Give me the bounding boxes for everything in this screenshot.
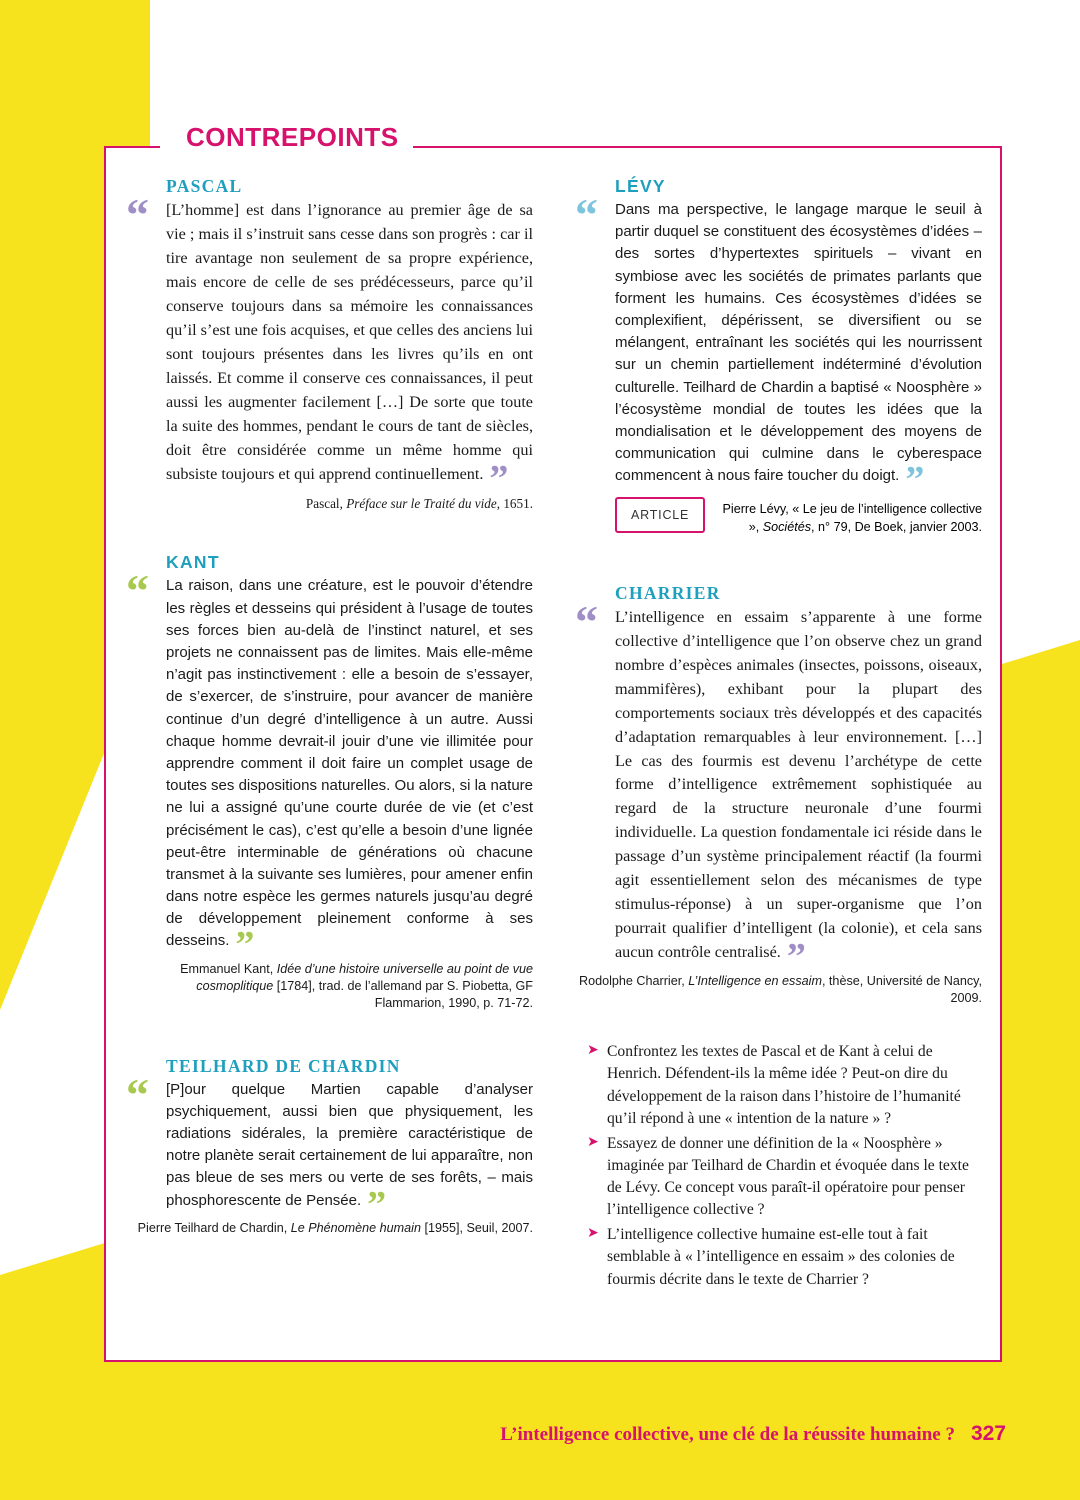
source-suffix: , n° 79, De Boek, janvier 2003.	[811, 520, 982, 535]
quote-author-charrier: CHARRIER	[615, 582, 721, 603]
source-suffix: [1784], trad. de l’allemand par S. Piobetta, GF Flammarion, 1990, p. 71-72.	[273, 978, 533, 1010]
quote-source-kant	[126, 961, 533, 1012]
question-text: Confrontez les textes de Pascal et de Kant à celui de Henrich. Défendent-ils la même idée ? Peut-on dire du développement de la raison dans l’histoire de l’humanité qu’il répond à une « intention de la nature » ?	[607, 1043, 961, 1127]
open-quote-icon: “	[126, 1068, 149, 1120]
quote-text-teilhard: [P]our quelque Martien capable d’analyser psychiquement, aussi bien que physiquement, les radiations sidérales, la première caractéristique de notre planète serait certainement de lui apparaître, non pas bleue de ses mers ou verte de ses forêts, – mais phosphorescente de Pensée. ”	[166, 1080, 533, 1226]
quote-text-charrier-content: L’intelligence en essaim s’apparente à une forme collective d’intelligence que l’on observe chez un grand nombre d’espèces animales (insectes, poissons, oiseaux, mammifères), exhibant pour la plupart des comportements sociaux très développés et des capacités d’adaptation remarquables à leur environnement. […] Le cas des fourmis est devenu l’archétype de cette forme d’intelligence extrêmement sophistiquée au regard de la structure neuronale d’une fourmi individuelle. La question fondamentale ici réside dans le passage d’un système principalement réactif (la fourmi agit essentiellement selon des mécanismes de type stimulus-réponse) à un super-organisme que l’on pourrait qualifier d’intelligent (la colonie), et cela sans aucun contrôle centralisé.	[615, 607, 982, 962]
source-title: Le Phénomène humain	[290, 1220, 421, 1235]
quote-source-charrier	[575, 973, 982, 1007]
quote-author-pascal: PASCAL	[166, 176, 243, 196]
arrow-bullet-icon: ➤	[587, 1043, 599, 1059]
question-item	[587, 1133, 982, 1222]
quote-text-pascal-content: [L’homme] est dans l’ignorance au premier âge de sa vie ; mais il s’instruit sans cesse dans son progrès : car il tire avantage non seulement de sa propre expérience, mais encore de celle de ses prédécesseurs, parce qu’il conserve toujours dans sa mémoire les connaissances qu’il s’est une fois acquises, et que celles des anciens lui sont toujours présentes dans les livres qu’ils en ont laissés. Et comme il conserve ces connaissances, il peut aussi les augmenter facilement […] De sorte que toute la suite des hommes, pendant le cours de tant de siècles, doit être considérée comme un même homme qui subsiste toujours et qui apprend continuellement.	[166, 201, 533, 483]
article-link-button[interactable]	[615, 497, 705, 533]
source-prefix: Emmanuel Kant,	[180, 961, 277, 976]
question-text: Essayez de donner une définition de la « Noosphère » imaginée par Teilhard de Chardin et évoquée dans le texte de Lévy. Ce concept vous paraît-il opératoire pour penser l’intelligence collective ?	[607, 1134, 969, 1219]
quote-text-charrier: L’intelligence en essaim s’apparente à une forme collective d’intelligence que l’on observe chez un grand nombre d’espèces animales (insectes, poissons, oiseaux, mammifères), exhibant pour la plupart des comportements sociaux très développés et des capacités d’adaptation remarquables à leur environnement. […] Le cas des fourmis est devenu l’archétype de cette forme d’intelligence extrêmement sophistiquée au regard de la structure neuronale d’une fourmi individuelle. La question fondamentale ici réside dans le passage d’un système principalement réactif (la fourmi agit essentiellement selon des mécanismes de type stimulus-réponse) à un super-organisme que l’on pourrait qualifier d’intelligent (la colonie), et cela sans aucun contrôle centralisé. ”	[615, 607, 982, 979]
quote-author-levy: LÉVY	[615, 176, 666, 196]
source-prefix: Pierre Lévy, « Le jeu de l’intelligence collective »,	[722, 502, 982, 535]
quote-source-pascal	[126, 495, 533, 513]
source-prefix: Pascal,	[305, 495, 347, 511]
source-suffix: [1955], Seuil, 2007.	[420, 1220, 533, 1235]
source-title: Préface sur le Traité du vide	[346, 495, 497, 511]
quote-text-teilhard-content: [P]our quelque Martien capable d’analyser psychiquement, aussi bien que physiquement, les radiations sidérales, la première caractéristique de notre planète serait certainement de lui apparaître, non pas bleue de ses mers ou verte de ses forêts, – mais phosphorescente de Pensée.	[166, 1080, 533, 1209]
page-title: CONTREPOINTS	[172, 122, 413, 153]
open-quote-icon: “	[575, 189, 598, 240]
quote-text-pascal: [L’homme] est dans l’ignorance au premier âge de sa vie ; mais il s’instruit sans cesse dans son progrès : car il tire avantage non seulement de sa propre expérience, mais encore de celle de ses prédécesseurs, parce qu’il conserve toujours dans sa mémoire les connaissances qu’il s’est une fois acquises, et que celles des anciens lui sont toujours présentes dans les livres qu’ils en ont laissés. Et comme il conserve ces connaissances, il peut aussi les augmenter facilement […] De sorte que toute la suite des hommes, pendant le cours de tant de siècles, doit être considérée comme un même homme qui subsiste toujours et qui apprend continuellement. ”	[166, 201, 533, 500]
quote-block-levy	[575, 176, 982, 537]
right-column	[575, 176, 982, 1294]
questions-list	[587, 1041, 982, 1291]
quote-block-pascal	[126, 176, 533, 512]
quote-text-kant-content: La raison, dans une créature, est le pouvoir d’étendre les règles et desseins qui président à l’usage de toutes ses forces bien au-delà de l’instinct naturel, et ses projets ne connaissent pas de limites. Mais elle-même n’agit pas instinctivement : elle a besoin de s’essayer, de s’exercer, de s’instruire, pour avancer de manière continue d’un degré d’intelligence à un autre. Aussi chaque homme devrait-il jouir d’une vie illimitée pour apprendre comment il doit faire un complet usage de toutes ses dispositions naturelles. Ou alors, si la nature ne lui a assigné qu’une courte durée de vie (et c’est précisément le cas), c’est qu’elle a besoin d’une lignée peut-être interminable de générations où chacune transmet à la suivante ses lumières, pour amener enfin dans notre espèce les germes naturels jusqu’au degré de développement pleinement conforme à ses desseins.	[166, 577, 533, 950]
source-title: Idée d’une histoire universelle au point de vue cosmoplitique	[196, 961, 533, 993]
quote-block-charrier	[575, 583, 982, 1008]
quote-block-kant	[126, 552, 533, 1011]
article-link-label: ARTICLE	[631, 508, 690, 523]
quote-block-teilhard	[126, 1056, 533, 1237]
source-prefix: Pierre Teilhard de Chardin,	[137, 1220, 291, 1235]
question-item	[587, 1224, 982, 1290]
quote-text-levy: Dans ma perspective, le langage marque le seuil à partir duquel se constituent des écosystèmes d’idées – des sortes d’hypertextes spirituels – vivant en symbiose avec les sociétés de primates parlants que forment les humains. Ces écosystèmes d’idées se complexifient, dépérissent, se diversifient ou se mélangent, entraînant les sociétés qui les nourrissent sur un chemin partiellement indéterminé d’évolution culturelle. Teilhard de Chardin a baptisé « Noosphère » l’écosystème mondial de toutes les idées que la mondialisation et le développement des moyens de communication qui culmine dans le cyberespace commencent à nous faire toucher du doigt. ”	[615, 201, 982, 502]
source-suffix: , 1651.	[496, 495, 533, 511]
question-text: L’intelligence collective humaine est-elle tout à fait semblable à « l’intelligence en essaim » des colonies de fourmis décrite dans le texte de Charrier ?	[607, 1226, 955, 1288]
arrow-bullet-icon: ➤	[587, 1134, 599, 1150]
source-title: Sociétés	[762, 520, 812, 535]
quote-source-teilhard	[126, 1220, 533, 1237]
quote-source-levy	[705, 497, 982, 536]
source-suffix: , thèse, Université de Nancy, 2009.	[821, 974, 982, 1006]
source-title: L’Intelligence en essaim	[688, 974, 822, 989]
arrow-bullet-icon: ➤	[587, 1226, 599, 1242]
open-quote-icon: “	[126, 189, 149, 240]
open-quote-icon: “	[575, 595, 598, 647]
question-item	[587, 1041, 982, 1130]
content-columns	[126, 176, 982, 1294]
footer-page-number: 327	[970, 1422, 1006, 1445]
quote-author-teilhard: TEILHARD DE CHARDIN	[166, 1055, 401, 1076]
article-row	[575, 497, 982, 536]
left-column	[126, 176, 533, 1294]
open-quote-icon: “	[126, 565, 149, 617]
page-footer	[500, 1422, 1006, 1446]
quote-author-kant: KANT	[166, 552, 220, 573]
quote-text-kant: La raison, dans une créature, est le pouvoir d’étendre les règles et desseins qui président à l’usage de toutes ses forces bien au-delà de l’instinct naturel, et ses projets ne connaissent pas de limites. Mais elle-même n’agit pas instinctivement : elle a besoin de s’essayer, de s’exercer, de s’instruire, pour avancer de manière continue d’un degré d’intelligence à un autre. Aussi chaque homme devrait-il jouir d’une vie illimitée pour apprendre comment il doit faire un complet usage de toutes ses dispositions naturelles. Ou alors, si la nature ne lui a assigné qu’une courte durée de vie (et c’est précisément le cas), c’est qu’elle a besoin d’une lignée peut-être interminable de générations où chacune transmet à la suivante ses lumières, pour amener enfin dans notre espèce les germes naturels jusqu’au degré de développement pleinement conforme à ses desseins. ”	[166, 577, 533, 967]
source-prefix: Rodolphe Charrier,	[579, 974, 689, 989]
footer-chapter-title: L’intelligence collective, une clé de la réussite humaine ?	[500, 1424, 955, 1445]
quote-text-levy-content: Dans ma perspective, le langage marque le seuil à partir duquel se constituent des écosystèmes d’idées – des sortes d’hypertextes spirituels – vivant en symbiose avec les sociétés de primates parlants que forment les humains. Ces écosystèmes d’idées se complexifient, dépérissent, se diversifient ou se mélangent, entraînant les sociétés qui les nourrissent sur un chemin partiellement indéterminé d’évolution culturelle. Teilhard de Chardin a baptisé « Noosphère » l’écosystème mondial de toutes les idées que la mondialisation et le développement des moyens de communication qui culmine dans le cyberespace commencent à nous faire toucher du doigt.	[615, 201, 982, 485]
